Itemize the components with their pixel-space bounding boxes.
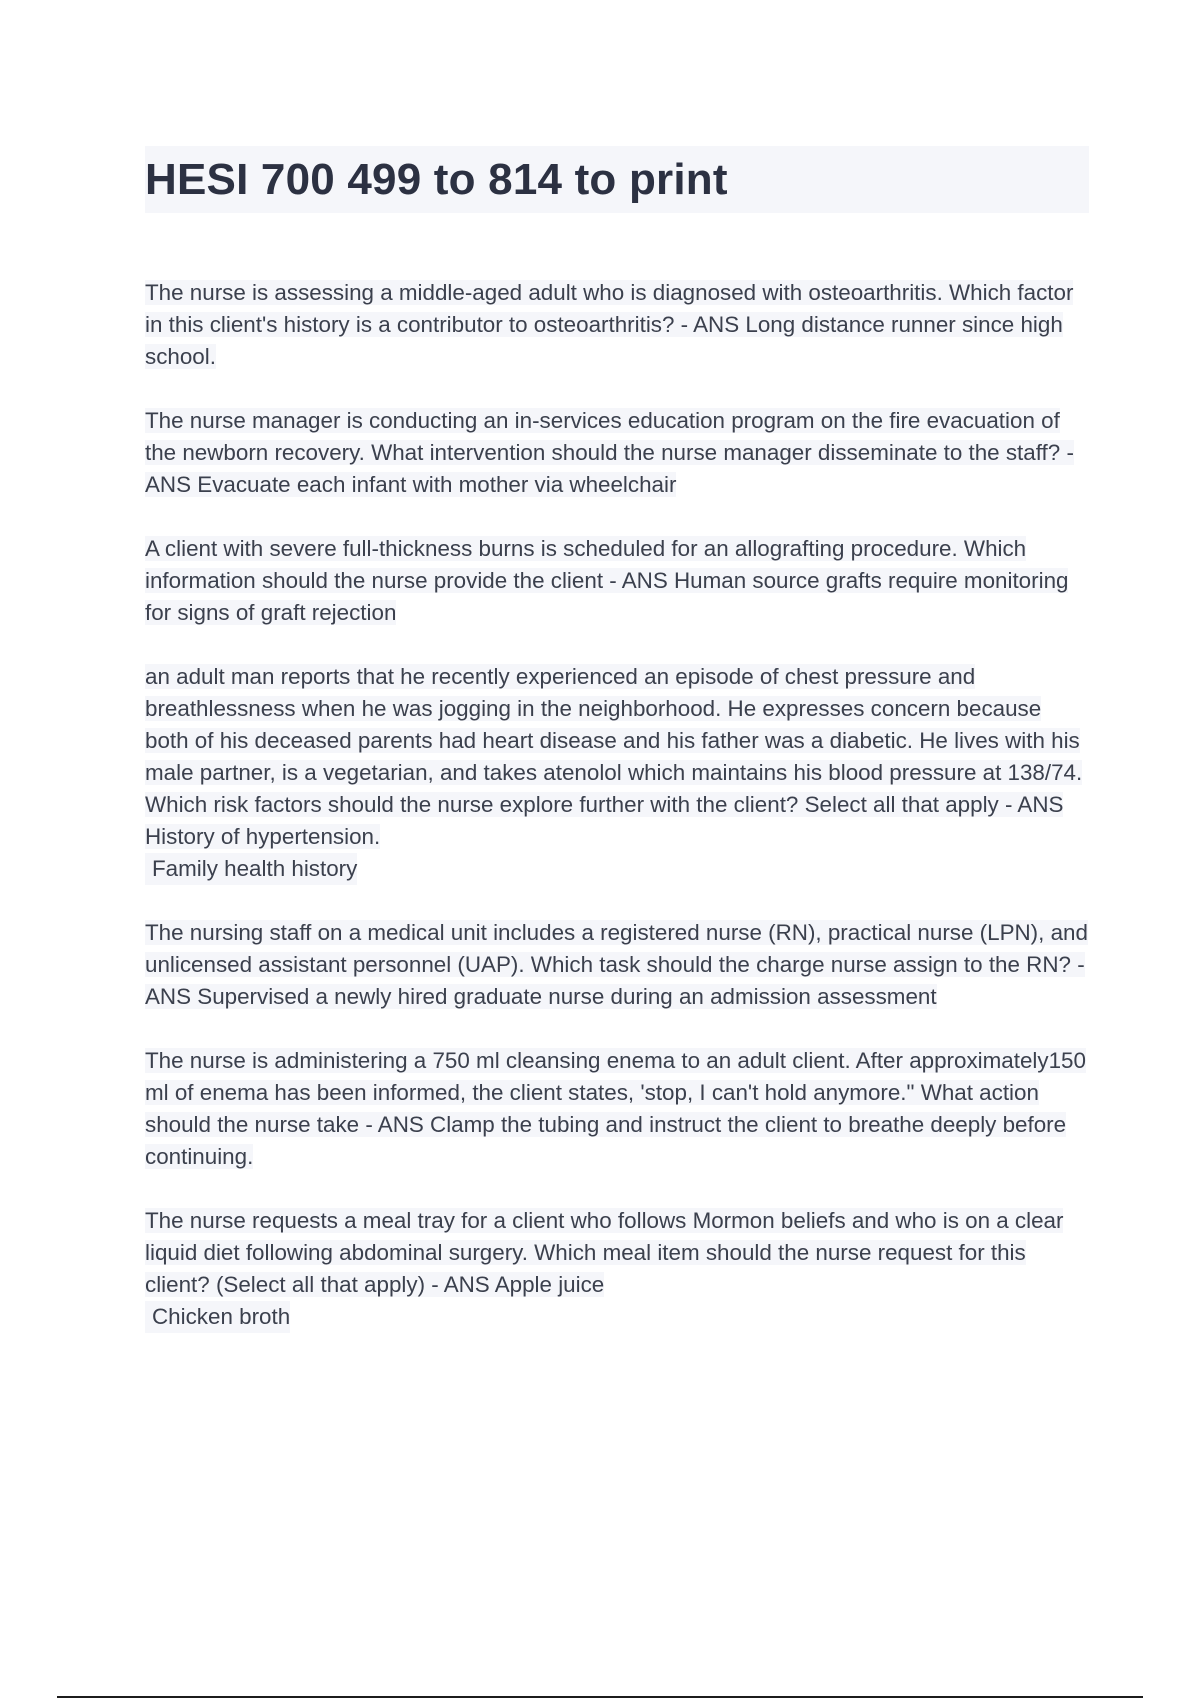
answer-extra-text: Family health history: [145, 853, 357, 885]
qa-item: [145, 1205, 1089, 1333]
qa-item: [145, 661, 1089, 885]
document-title: HESI 700 499 to 814 to print: [145, 154, 728, 204]
answer-extra-text: Chicken broth: [145, 1301, 290, 1333]
answer-text: Clamp the tubing and instruct the client to breathe deeply before continuing.: [145, 1112, 1067, 1169]
answer-text: Apple juice: [494, 1272, 605, 1297]
qa-item: [145, 405, 1089, 501]
answer-separator: - ANS: [145, 952, 1085, 1009]
qa-item: [145, 533, 1089, 629]
answer-text: Human source grafts require monitoring for signs of graft rejection: [145, 568, 1069, 625]
qa-item: [145, 1045, 1089, 1173]
qa-item: [145, 917, 1089, 1013]
qa-list: [145, 277, 1089, 1333]
question-text: The nurse is administering a 750 ml cleansing enema to an adult client. After approximately150 ml of enema has been informed, the client states, 'stop, I can't hold anymore." What action should the nurse take: [145, 1048, 1086, 1137]
answer-text: Long distance runner since high school.: [145, 312, 1063, 369]
answer-text: Evacuate each infant with mother via wheelchair: [197, 472, 677, 497]
answer-separator: - ANS: [674, 312, 746, 337]
title-band: [145, 146, 1089, 213]
answer-text: Supervised a newly hired graduate nurse during an admission assessment: [197, 984, 937, 1009]
question-text: The nurse manager is conducting an in-services education program on the fire evacuation of the newborn recovery. What intervention should the nurse manager disseminate to the staff?: [145, 408, 1061, 465]
answer-separator: - ANS: [359, 1112, 431, 1137]
question-text: A client with severe full-thickness burns is scheduled for an allografting procedure. Which information should the nurse provide the client: [145, 536, 1027, 593]
answer-separator: - ANS: [145, 440, 1074, 497]
page-bottom-rule: [57, 1696, 1143, 1698]
question-text: The nursing staff on a medical unit includes a registered nurse (RN), practical nurse (LPN), and unlicensed assistant personnel (UAP). Which task should the charge nurse assign to the RN?: [145, 920, 1088, 977]
answer-separator: - ANS: [425, 1272, 495, 1297]
question-text: The nurse requests a meal tray for a client who follows Mormon beliefs and who is on a clear liquid diet following abdominal surgery. Which meal item should the nurse request for this client? (Select all that apply): [145, 1208, 1064, 1297]
answer-text: History of hypertension.: [145, 824, 381, 849]
question-text: The nurse is assessing a middle-aged adult who is diagnosed with osteoarthritis. Which factor in this client's history is a contributor to osteoarthritis?: [145, 280, 1074, 337]
qa-item: [145, 277, 1089, 373]
answer-separator: - ANS: [603, 568, 674, 593]
answer-separator: - ANS: [998, 792, 1064, 817]
question-text: an adult man reports that he recently experienced an episode of chest pressure and breathlessness when he was jogging in the neighborhood. He expresses concern because both of his deceased parents had heart disease and his father was a diabetic. He lives with his male partner, is a vegetarian, and takes atenolol which maintains his blood pressure at 138/74. Which risk factors should the nurse explore further with the client? Select all that apply: [145, 664, 1083, 817]
document-page: [145, 146, 1089, 1365]
